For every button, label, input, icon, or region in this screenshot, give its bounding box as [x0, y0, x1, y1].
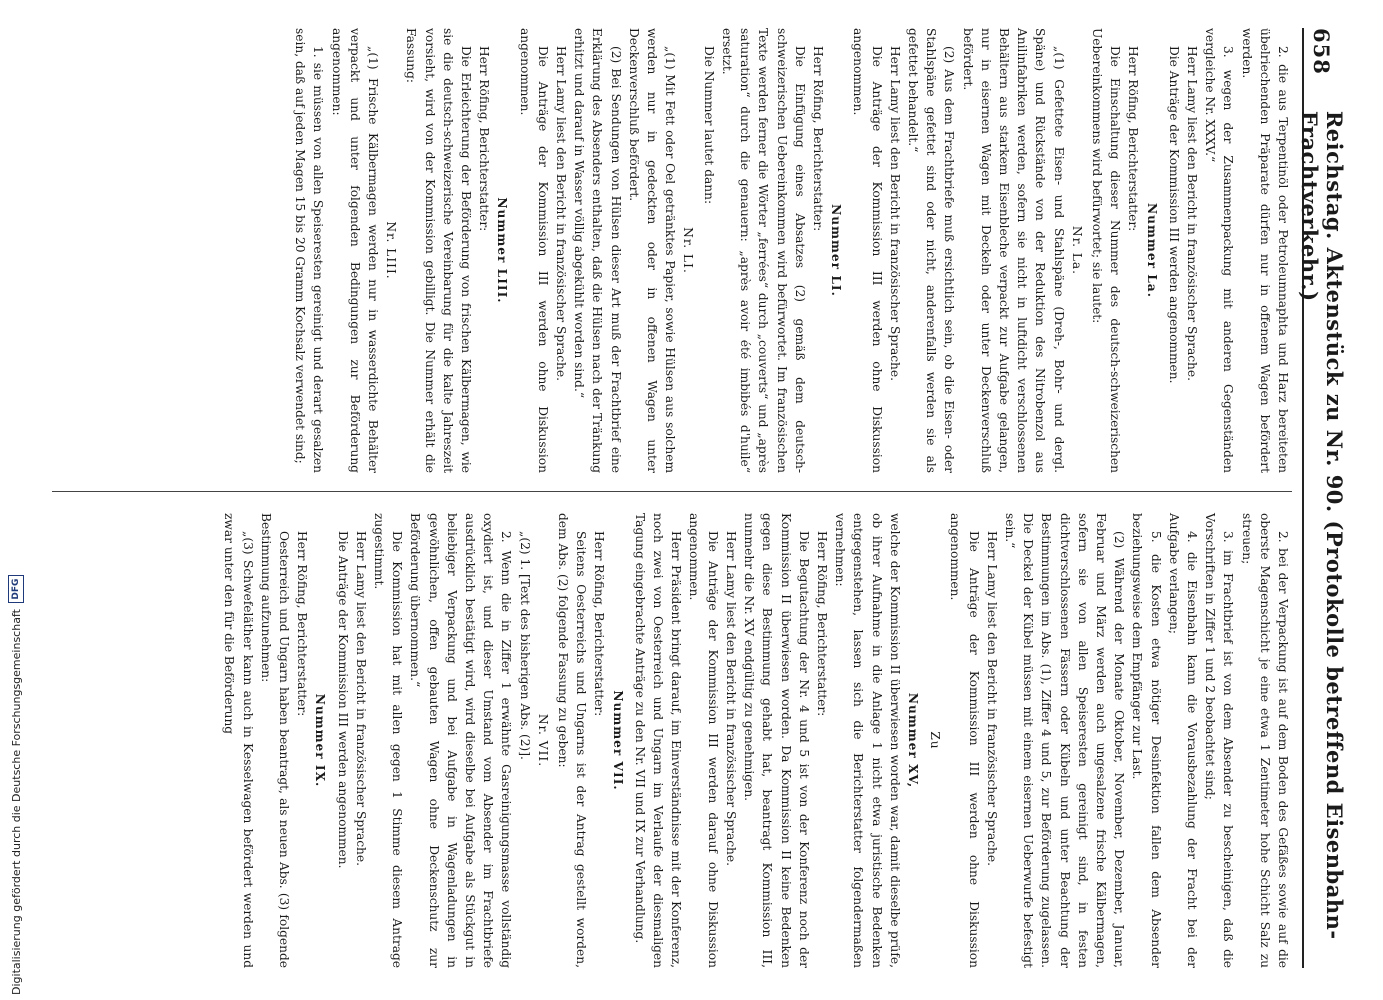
- paragraph: (2) Bei Sendungen von Hülsen dieser Art muß der Frachtbrief eine Erklärung des Absenders enthalten, daß die Hülsen nach der Tränkung erhitzt und darauf in Wasser völlig abgekühlt worden sind.“: [572, 28, 623, 473]
- paragraph: Die Anträge der Kommission III werden ohne Diskussion angenommen.: [517, 28, 550, 473]
- dfg-logo: DFG: [8, 575, 24, 603]
- paragraph: Herr Lamy liest den Bericht in französischer Sprache.: [554, 46, 569, 381]
- paragraph: (2) Während der Monate Oktober, November, Dezember, Januar, Februar und März werden auch ungesalzene frische Kälbermagen, sofern sie von allen Speiseresten gereinigt sind, in festen dichtverschlossenen Fässern oder Kübeln und unter Beachtung der Bestimmungen im Abs. (1), Ziffer 4 und 5, zur Beförderung zugelassen. Die Deckel der Kübel müssen mit einem eisernen Ueberwurfe befestigt sein.“: [1002, 513, 1127, 968]
- footer-text: Digitalisierung gefördert durch die Deutsche Forschungsgemeinschaft: [9, 609, 23, 995]
- paragraph: 2. Wenn die in Ziffer 1 erwähnte Gasreinigungsmasse vollständig oxydiert ist, und dieser Umstand vom Absender im Frachtbriefe ausdrücklich bestätigt wird, wird dieselbe bei Aufgabe als Stückgut in beliebiger Verpackung und bei Aufgabe in Wagenladungen in gewöhnlichen, offen gebauten Wagen ohne Deckenschutz zur Beförderung übernommen.“: [408, 513, 514, 968]
- paragraph: Herr Röfing, Berichterstatter:: [592, 531, 607, 717]
- paragraph: Herr Röfing, Berichterstatter:: [810, 46, 825, 232]
- subheading: Nr. La.: [1069, 225, 1084, 276]
- section-heading: Nummer La.: [1144, 203, 1159, 298]
- section-heading: Nummer LIII.: [495, 197, 510, 304]
- paragraph: Oesterreich und Ungarn haben beantragt, als neuen Abs. (3) folgende Bestimmung aufzunehmen:: [258, 513, 292, 968]
- paragraph: Die Kommission hat mit allen gegen 1 Stimme diesem Antrage zugestimmt.: [372, 513, 405, 968]
- paragraph: Die Anträge der Kommission III werden ohne Diskussion angenommen.: [851, 28, 884, 473]
- paragraph: Die Anträge der Kommission III werden darauf ohne Diskussion angenommen.: [687, 513, 720, 968]
- left-column: [291, 28, 1292, 473]
- paragraph: 1. sie müssen von allen Speiseresten gereinigt und derart gesalzen sein, daß auf jeden Magen 15 bis 20 Gramm Kochsalz verwendet sind;: [293, 28, 326, 473]
- section-heading: Nummer VII.: [610, 690, 625, 791]
- paragraph: „(3) Schwefeläther kann auch in Kesselwagen befördert werden und zwar unter den für die Beförderung: [222, 513, 255, 968]
- paragraph: Herr Lamy liest den Bericht in französischer Sprache.: [984, 531, 999, 866]
- page-header: [1297, 28, 1347, 968]
- running-head: Reichstag. Aktenstück zu Nr. 90. (Protokolle betreffend Eisenbahn-Frachtverkehr.): [1297, 110, 1347, 940]
- paragraph: „(1) Mit Fett oder Oel getränktes Papier, sowie Hülsen aus solchem werden nur in gedeckten oder in offenen Wagen unter Deckenverschluß befördert.: [626, 28, 678, 473]
- subheading: Zu: [928, 731, 943, 750]
- subheading: Nr. LIII.: [384, 221, 399, 280]
- subheading: Nr. LI.: [681, 227, 696, 274]
- paragraph: Die Einschaltung dieser Nummer des deutsch-schweizerischen Uebereinkommens wird befürwortet; sie lautet:: [1089, 28, 1123, 473]
- rotated-page: [50, 28, 1347, 968]
- paragraph: 2. die aus Terpentinöl oder Petroleumnaphta und Harz bereiteten übelriechenden Präparate dürfen nur in offenem Wagen befördert werden.: [1239, 28, 1290, 473]
- paragraph: Herr Lamy liest den Bericht in französischer Sprache.: [723, 531, 738, 866]
- paragraph: Herr Lamy liest den Bericht in französischer Sprache.: [887, 46, 902, 381]
- column-divider: [52, 491, 1292, 492]
- paragraph: Die Erleichterung der Beförderung von frischen Kälbermagen, wie sie die deutsch-schweizerische Vereinbarung für die kalte Jahreszeit vorsieht, wird von der Kommission gebilligt. Die Nummer erhält die Fassung:: [404, 28, 474, 473]
- paragraph: „(1) Frische Kälbermagen werden nur in wasserdichte Behälter verpackt und unter folgenden Bedingungen zur Beförderung angenommen:: [329, 28, 381, 473]
- section-heading: Nummer LI.: [829, 204, 844, 297]
- paragraph: Die Begutachtung der Nr. 4 und 5 ist von der Konferenz noch der Kommission II überwiesen worden. Da Kommission II keine Bedenken gegen diese Bestimmung gehabt hat, beantragt Kommission III, nunmehr die Nr. XV endgültig zu genehmigen.: [742, 513, 811, 968]
- paragraph: (2) Aus dem Frachtbriefe muß ersichtlich sein, ob die Eisen- oder Stahlspäne gefettet sind oder nicht, anderenfalls werden sie als gefettet behandelt.“: [905, 28, 957, 473]
- right-column: [220, 513, 1292, 968]
- paragraph: Die Anträge der Kommission III werden angenommen.: [335, 531, 350, 869]
- paragraph: welche der Kommission II überwiesen worden war, damit dieselbe prüfe, ob ihrer Aufnahme in die Anlage 1 nicht etwa juristische Bedenken entgegenstehen, lassen sich die Berichterstatter folgendermaßen vernehmen:: [833, 513, 902, 968]
- paragraph: 3. im Frachtbrief ist von dem Absender zu bescheinigen, daß die Vorschriften in Ziffer 1 und 2 beobachtet sind;: [1203, 513, 1236, 968]
- paragraph: „(1) Gefettete Eisen- und Stahlspäne (Dreh-, Bohr- und dergl. Späne) und Rückstände von der Reduktion des Nitrobenzol aus Anilinfabriken werden, sofern sie nicht in luftdicht verschlossenen Behältern aus starkem Eisenbleche verpackt zur Aufgabe gelangen, nur in eisernen Wagen mit Deckeln oder unter Deckenverschluß befördert.: [960, 28, 1066, 473]
- page-number: 658: [1309, 28, 1335, 75]
- paragraph: 4. die Eisenbahn kann die Vorausbezahlung der Fracht bei der Aufgabe verlangen;: [1166, 513, 1199, 968]
- paragraph: Die Anträge der Kommission III werden ohne Diskussion angenommen.: [948, 513, 981, 968]
- paragraph: Seitens Oesterreichs und Ungarns ist der Antrag gestellt worden, dem Abs. (2) folgende Fassung zu geben:: [556, 513, 589, 968]
- paragraph: Herr Präsident bringt darauf, im Einverständnisse mit der Konferenz, noch zwei von Oesterreich und Ungarn im Verlaufe der diesmaligen Tagung eingebrachte Anträge zu den Nr. VII und IX zur Verhandlung.: [632, 513, 684, 968]
- paragraph: 2. bei der Verpackung ist auf dem Boden des Gefäßes sowie auf die oberste Magenschicht je eine etwa 1 Zentimeter hohe Schicht Salz zu streuen;: [1239, 513, 1290, 968]
- paragraph: Herr Röfing, Berichterstatter:: [295, 531, 310, 717]
- paragraph: „(2) 1. [Text des bisherigen Abs. (2)].: [517, 531, 532, 760]
- paragraph: Herr Röfing, Berichterstatter:: [814, 531, 829, 717]
- paragraph: Die Anträge der Kommission III werden angenommen.: [1166, 46, 1181, 384]
- paragraph: 3. wegen der Zusammenpackung mit anderen Gegenständen vergleiche Nr. XXXV.“: [1203, 28, 1236, 473]
- section-heading: Nummer XV,: [905, 692, 920, 789]
- paragraph: Herr Röfing, Berichterstatter:: [1126, 46, 1141, 232]
- digitization-footer: [8, 575, 24, 995]
- paragraph: Herr Röfing, Berichterstatter:: [477, 46, 492, 232]
- section-heading: Nummer IX.: [313, 693, 328, 788]
- subheading: Nr. VII.: [535, 713, 550, 768]
- paragraph: 5. die Kosten etwa nötiger Desinfektion fallen dem Absender beziehungsweise dem Empfänger zur Last.: [1130, 513, 1163, 968]
- paragraph: Herr Lamy liest den Bericht in französischer Sprache.: [1184, 46, 1199, 381]
- paragraph: Herr Lamy liest den Bericht in französischer Sprache.: [353, 531, 368, 866]
- paragraph: Die Einfügung eines Absatzes (2) gemäß dem deutsch-schweizerischen Uebereinkommen wird befürwortet. Im französischen Texte werden ferner die Wörter „ferrées“ durch „couverts“ und „après saturation“ durch die genauern: „après avoir été imbibés d'huile“ ersetzt.: [719, 28, 807, 473]
- paragraph: Die Nummer lautet dann:: [701, 46, 716, 205]
